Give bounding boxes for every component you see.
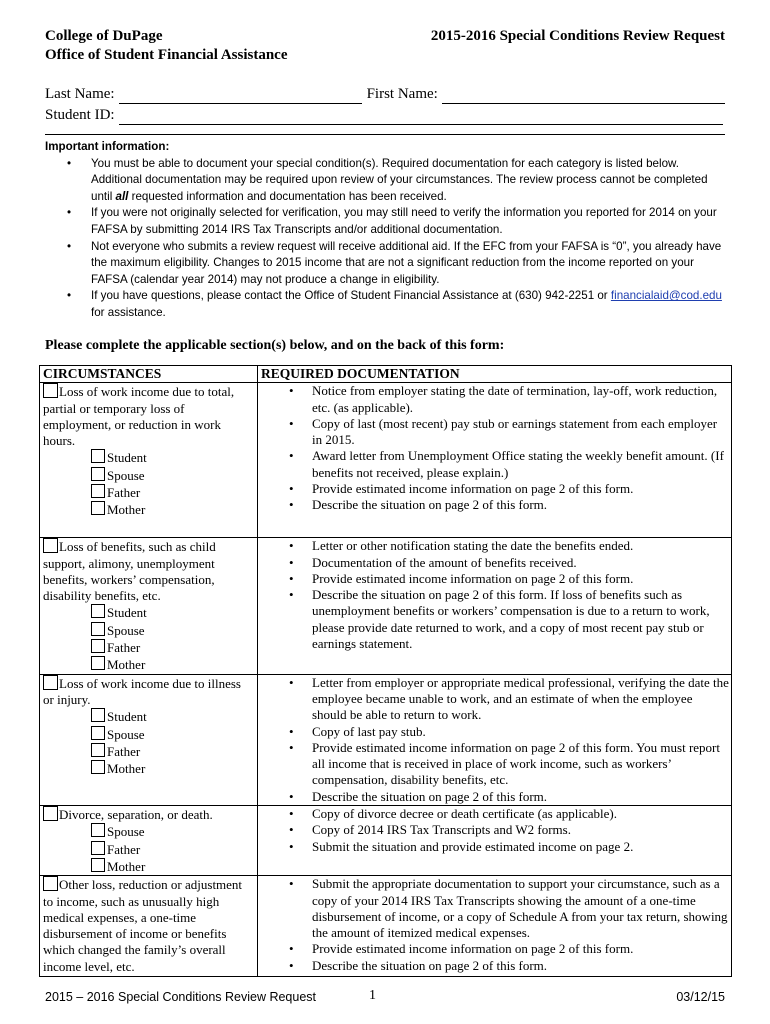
- student-id-row: [45, 105, 723, 125]
- info-bullet: • If you have questions, please contact the Office of Student Financial Assistance at (630) 942-2251 or financialaid@cod.edu for assistance.: [45, 288, 730, 321]
- table-row: [40, 383, 732, 538]
- table-row: [40, 538, 732, 674]
- doc-item: • Describe the situation on page 2 of this form.: [261, 958, 729, 974]
- documentation-cell: [258, 806, 732, 876]
- circumstances-table: [39, 365, 732, 977]
- doc-item: • Copy of divorce decree or death certificate (as applicable).: [261, 806, 729, 822]
- info-bullet: • Not everyone who submits a review request will receive additional aid. If the EFC from your FAFSA is “0”, you already have the maximum eligibility. Changes to 2015 income that are not a significant reduction from the income reported on your FAFSA (calendar year 2014) may not produce a change in eligibility.: [45, 239, 730, 289]
- table-row: [40, 806, 732, 876]
- table-header-row: [40, 366, 732, 383]
- circumstance-cell: Divorce, separation, or death. Spouse Father Mother: [40, 806, 258, 876]
- doc-item: • Describe the situation on page 2 of this form.: [261, 497, 729, 513]
- circumstance-cell: Other loss, reduction or adjustment to income, such as unusually high medical expenses, a one-time disbursement of income or benefits which changed the family’s overall income level, etc.: [40, 876, 258, 977]
- table-row: [40, 876, 732, 977]
- doc-item: • Documentation of the amount of benefits received.: [261, 555, 729, 571]
- circumstance-checkbox[interactable]: [43, 383, 58, 398]
- student-id-label: Student ID:: [45, 107, 115, 123]
- mother-checkbox[interactable]: [91, 858, 105, 872]
- form-title: 2015-2016 Special Conditions Review Request: [430, 28, 725, 44]
- doc-item: • Copy of last pay stub.: [261, 724, 729, 740]
- doc-item: • Provide estimated income information on page 2 of this form.: [261, 571, 729, 587]
- info-bullet: • If you were not originally selected for verification, you may still need to verify the information you reported for 2014 on your FAFSA by submitting 2014 IRS Tax Transcripts and/or additional documentation.: [45, 205, 730, 238]
- spouse-checkbox[interactable]: [91, 467, 105, 481]
- student-checkbox[interactable]: [91, 604, 105, 618]
- info-bullet: • You must be able to document your special condition(s). Required documentation for each category is listed below. Additional documentation may be required upon review of your circumstances. The review process cannot be completed until all requested information and documentation has been received.: [45, 156, 730, 206]
- mother-checkbox[interactable]: [91, 760, 105, 774]
- header-office-block: [45, 27, 288, 65]
- documentation-cell: [258, 383, 732, 538]
- page-number: 1: [369, 988, 376, 1003]
- spouse-checkbox[interactable]: [91, 823, 105, 837]
- father-checkbox[interactable]: [91, 639, 105, 653]
- student-checkbox[interactable]: [91, 708, 105, 722]
- spouse-checkbox[interactable]: [91, 726, 105, 740]
- documentation-cell: [258, 538, 732, 674]
- last-name-label: Last Name:: [45, 86, 115, 102]
- doc-item: • Copy of 2014 IRS Tax Transcripts and W2 forms.: [261, 822, 729, 838]
- mother-checkbox[interactable]: [91, 501, 105, 515]
- circumstance-checkbox[interactable]: [43, 876, 58, 891]
- doc-item: • Letter or other notification stating the date the benefits ended.: [261, 538, 729, 554]
- father-checkbox[interactable]: [91, 743, 105, 757]
- father-checkbox[interactable]: [91, 841, 105, 855]
- doc-item: • Provide estimated income information on page 2 of this form.: [261, 941, 729, 957]
- spouse-checkbox[interactable]: [91, 622, 105, 636]
- important-information: [45, 139, 730, 322]
- college-name: College of DuPage: [45, 28, 163, 44]
- doc-item: • Notice from employer stating the date of termination, lay-off, work reduction, etc. (as applicable).: [261, 383, 729, 416]
- last-name-field[interactable]: [119, 87, 362, 104]
- mother-checkbox[interactable]: [91, 656, 105, 670]
- doc-item: • Submit the appropriate documentation to support your circumstance, such as a copy of your 2014 IRS Tax Transcripts showing the amount of a one-time disbursement of income, or a copy of Schedule A from your tax return, showing the amount of itemized medical expenses.: [261, 876, 729, 941]
- doc-item: • Award letter from Unemployment Office stating the weekly benefit amount. (If benefits not received, please explain.): [261, 448, 729, 481]
- circumstance-cell: Loss of benefits, such as child support, alimony, unemployment benefits, workers’ compensation, disability benefits, etc. Student Spouse Father Mother: [40, 538, 258, 674]
- doc-item: • Describe the situation on page 2 of this form.: [261, 789, 729, 805]
- doc-item: • Submit the situation and provide estimated income on page 2.: [261, 839, 729, 855]
- student-checkbox[interactable]: [91, 449, 105, 463]
- divider: [45, 134, 725, 135]
- doc-item: • Copy of last (most recent) pay stub or earnings statement from each employer in 2015.: [261, 416, 729, 449]
- circumstance-cell: Loss of work income due to illness or injury. Student Spouse Father Mother: [40, 674, 258, 805]
- first-name-label: First Name:: [366, 86, 438, 102]
- documentation-cell: [258, 876, 732, 977]
- doc-item: • Provide estimated income information on page 2 of this form.: [261, 481, 729, 497]
- documentation-header: REQUIRED DOCUMENTATION: [258, 366, 732, 383]
- name-row: [45, 84, 725, 104]
- circumstance-checkbox[interactable]: [43, 806, 58, 821]
- documentation-cell: [258, 674, 732, 805]
- circumstance-checkbox[interactable]: [43, 675, 58, 690]
- father-checkbox[interactable]: [91, 484, 105, 498]
- table-row: [40, 674, 732, 805]
- circumstance-checkbox[interactable]: [43, 538, 58, 553]
- student-id-field[interactable]: [119, 108, 723, 125]
- doc-item: • Letter from employer or appropriate medical professional, verifying the date the employee became unable to work, and an estimate of when the employee should be able to return to work.: [261, 675, 729, 724]
- footer-date: 03/12/15: [676, 990, 725, 1004]
- circumstance-cell: Loss of work income due to total, partial or temporary loss of employment, or reduction in work hours. Student Spouse Father Mother: [40, 383, 258, 538]
- first-name-field[interactable]: [442, 87, 725, 104]
- footer-title: 2015 – 2016 Special Conditions Review Request: [45, 990, 317, 1004]
- section-instruction: Please complete the applicable section(s) below, and on the back of this form:: [45, 338, 505, 353]
- doc-item: • Describe the situation on page 2 of this form. If loss of benefits such as unemployment benefits or workers’ compensation is due to a return to work, please provide date returned to work, and a copy of most recent pay stub or earnings statement.: [261, 587, 729, 652]
- important-title: Important information:: [45, 140, 170, 153]
- email-link[interactable]: financialaid@cod.edu: [610, 289, 722, 303]
- office-name: Office of Student Financial Assistance: [45, 47, 288, 63]
- circumstances-header: CIRCUMSTANCES: [40, 366, 258, 383]
- doc-item: • Provide estimated income information on page 2 of this form. You must report all income that is received in place of work income, such as workers’ compensation, disability benefits, etc.: [261, 740, 729, 789]
